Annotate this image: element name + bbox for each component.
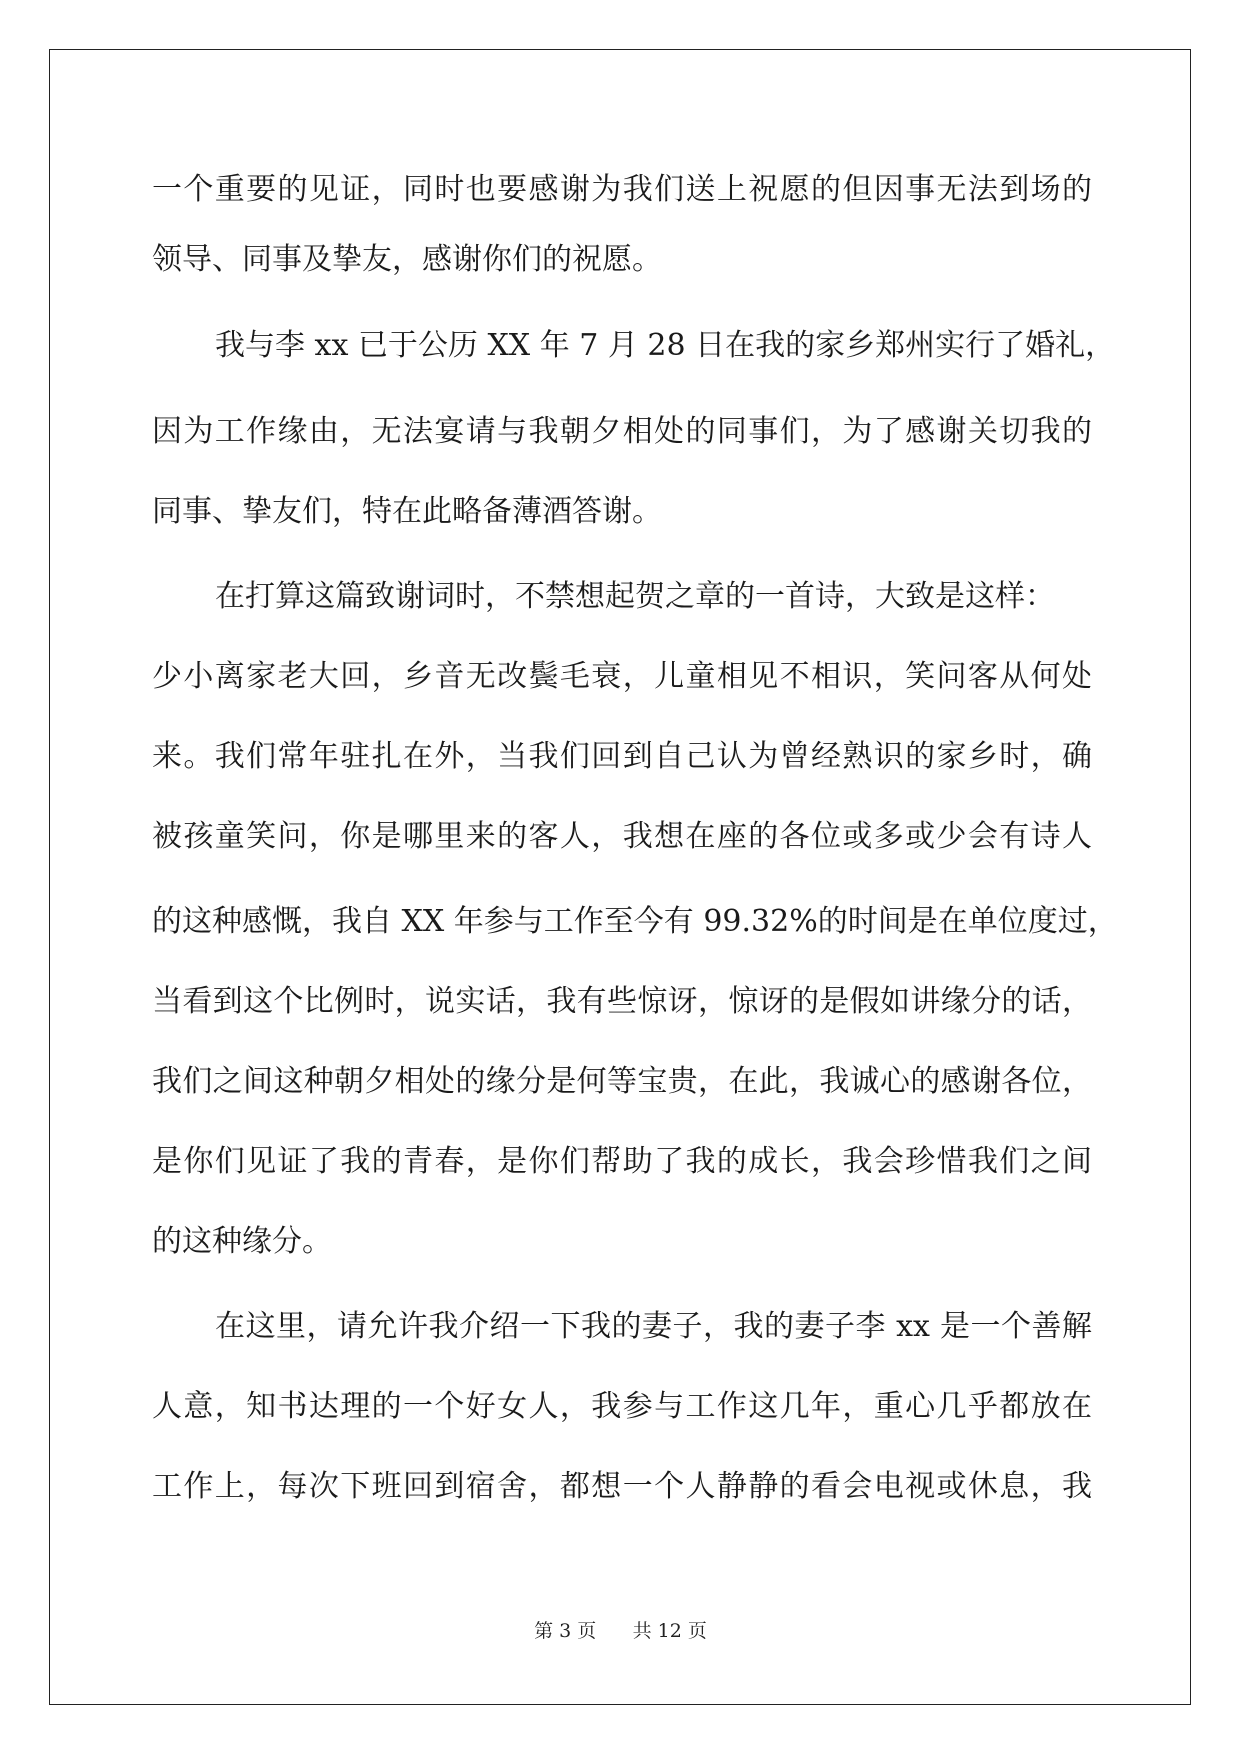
text-line: 我们之间这种朝夕相处的缘分是何等宝贵，在此，我诚心的感谢各位， (152, 1064, 1092, 1099)
text-line: 来。我们常年驻扎在外，当我们回到自己认为曾经熟识的家乡时，确 (152, 739, 1092, 774)
text-line: 人意，知书达理的一个好女人，我参与工作这几年，重心几乎都放在 (152, 1389, 1092, 1424)
paragraph-first-line: 在这里，请允许我介绍一下我的妻子，我的妻子李 xx 是一个善解 (215, 1309, 1092, 1344)
page-number: 第 3 页 (534, 1620, 597, 1642)
page-border (49, 49, 1191, 1705)
text-line: 因为工作缘由，无法宴请与我朝夕相处的同事们，为了感谢关切我的 (152, 414, 1092, 449)
text-line: 是你们见证了我的青春，是你们帮助了我的成长，我会珍惜我们之间 (152, 1144, 1092, 1179)
text-line: 被孩童笑问，你是哪里来的客人，我想在座的各位或多或少会有诗人 (152, 819, 1092, 854)
text-line: 的这种感慨，我自 XX 年参与工作至今有 99.32%的时间是在单位度过， (152, 904, 1118, 939)
text-line: 的这种缘分。 (152, 1224, 332, 1259)
text-line: 领导、同事及挚友，感谢你们的祝愿。 (152, 242, 662, 277)
total-pages: 共 12 页 (632, 1620, 707, 1642)
paragraph-first-line: 我与李 xx 已于公历 XX 年 7 月 28 日在我的家乡郑州实行了婚礼， (215, 328, 1116, 363)
text-line: 少小离家老大回，乡音无改鬓毛衰，儿童相见不相识，笑问客从何处 (152, 659, 1092, 694)
text-line: 一个重要的见证，同时也要感谢为我们送上祝愿的但因事无法到场的 (152, 172, 1092, 207)
text-line: 同事、挚友们，特在此略备薄酒答谢。 (152, 494, 662, 529)
text-line: 工作上，每次下班回到宿舍，都想一个人静静的看会电视或休息，我 (152, 1469, 1092, 1504)
page-footer (0, 1616, 1241, 1643)
paragraph-first-line: 在打算这篇致谢词时，不禁想起贺之章的一首诗，大致是这样： (215, 579, 1055, 614)
text-line: 当看到这个比例时，说实话，我有些惊讶，惊讶的是假如讲缘分的话， (152, 984, 1092, 1019)
